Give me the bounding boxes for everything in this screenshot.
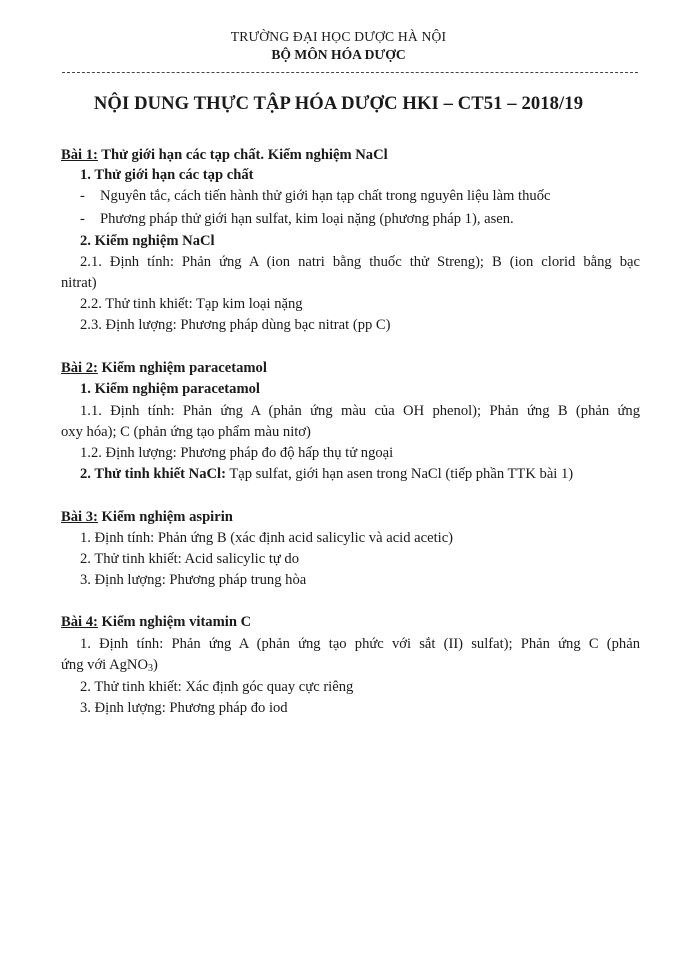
bai4-heading — [61, 613, 251, 631]
bai1-subheading-2: 2. Kiểm nghiệm NaCl — [80, 233, 215, 249]
bai3-item-3: 3. Định lượng: Phương pháp trung hòa — [80, 572, 307, 588]
bai2-sub2-label: 2. Thử tinh khiết NaCl: — [80, 466, 226, 482]
bai1-label: Bài 1: — [61, 147, 98, 163]
bai1-bullet-2 — [80, 210, 514, 228]
bullet-text: Phương pháp thử giới hạn sulfat, kim loại nặng (phương pháp 1), asen. — [100, 211, 514, 227]
bai2-item-1-2: 1.2. Định lượng: Phương pháp đo độ hấp thụ tử ngoại — [80, 445, 394, 461]
bai1-item-2-1: 2.1. Định tính: Phản ứng A (ion natri bằng thuốc thử Streng); B (ion clorid bằng bạc — [80, 254, 640, 270]
bai1-item-2-2: 2.2. Thử tinh khiết: Tạp kim loại nặng — [80, 296, 303, 312]
bullet-dash: - — [80, 211, 85, 227]
bai1-item-2-1-cont: nitrat) — [61, 275, 97, 291]
document-title: NỘI DUNG THỰC TẬP HÓA DƯỢC HKI – CT51 – 2018/19 — [93, 93, 584, 114]
bai2-subheading-2 — [80, 465, 573, 483]
department-name: BỘ MÔN HÓA DƯỢC — [271, 47, 406, 62]
bai3-title: Kiểm nghiệm aspirin — [97, 509, 233, 525]
bai1-title: Thử giới hạn các tạp chất. Kiểm nghiệm NaCl — [97, 147, 388, 163]
bai2-title: Kiểm nghiệm paracetamol — [97, 360, 267, 376]
bai1-subheading-1: 1. Thử giới hạn các tạp chất — [80, 167, 254, 183]
bullet-dash: - — [80, 188, 85, 204]
university-name: TRƯỜNG ĐẠI HỌC DƯỢC HÀ NỘI — [230, 29, 447, 44]
bai4-item-1-cont-close: ) — [152, 657, 158, 673]
bai1-bullet-1 — [80, 187, 551, 205]
bullet-text: Nguyên tắc, cách tiến hành thử giới hạn tạp chất trong nguyên liệu làm thuốc — [100, 188, 551, 204]
bai4-item-3: 3. Định lượng: Phương pháp đo iod — [80, 700, 288, 716]
bai4-label: Bài 4: — [61, 614, 98, 630]
bai3-label: Bài 3: — [61, 509, 98, 525]
dashed-separator — [62, 72, 638, 73]
bai3-item-1: 1. Định tính: Phản ứng B (xác định acid salicylic và acid acetic) — [80, 530, 454, 546]
bai1-item-2-3: 2.3. Định lượng: Phương pháp dùng bạc nitrat (pp C) — [80, 317, 391, 333]
bai2-sub2-text: Tạp sulfat, giới hạn asen trong NaCl (tiếp phần TTK bài 1) — [225, 466, 574, 482]
bai4-item-2: 2. Thử tinh khiết: Xác định góc quay cực riêng — [80, 679, 354, 695]
bai4-item-1: 1. Định tính: Phản ứng A (phản ứng tạo phức với sắt (II) sulfat); Phản ứng C (phản — [80, 636, 640, 652]
bai4-item-1-cont-text: ứng với AgNO — [61, 657, 148, 673]
bai3-item-2: 2. Thử tinh khiết: Acid salicylic tự do — [80, 551, 300, 567]
bai4-title: Kiểm nghiệm vitamin C — [97, 614, 252, 630]
bai3-heading — [61, 508, 233, 526]
subscript-3: 3 — [147, 663, 153, 674]
bai2-label: Bài 2: — [61, 360, 98, 376]
bai2-heading — [61, 359, 267, 377]
bai2-subheading-1: 1. Kiểm nghiệm paracetamol — [80, 381, 260, 397]
bai2-item-1-1: 1.1. Định tính: Phản ứng A (phản ứng màu của OH phenol); Phản ứng B (phản ứng — [80, 403, 640, 419]
bai4-item-1-cont — [61, 656, 158, 674]
bai1-heading — [61, 146, 388, 164]
bai2-item-1-1-cont: oxy hóa); C (phản ứng tạo phẩm màu nitơ) — [61, 424, 311, 440]
